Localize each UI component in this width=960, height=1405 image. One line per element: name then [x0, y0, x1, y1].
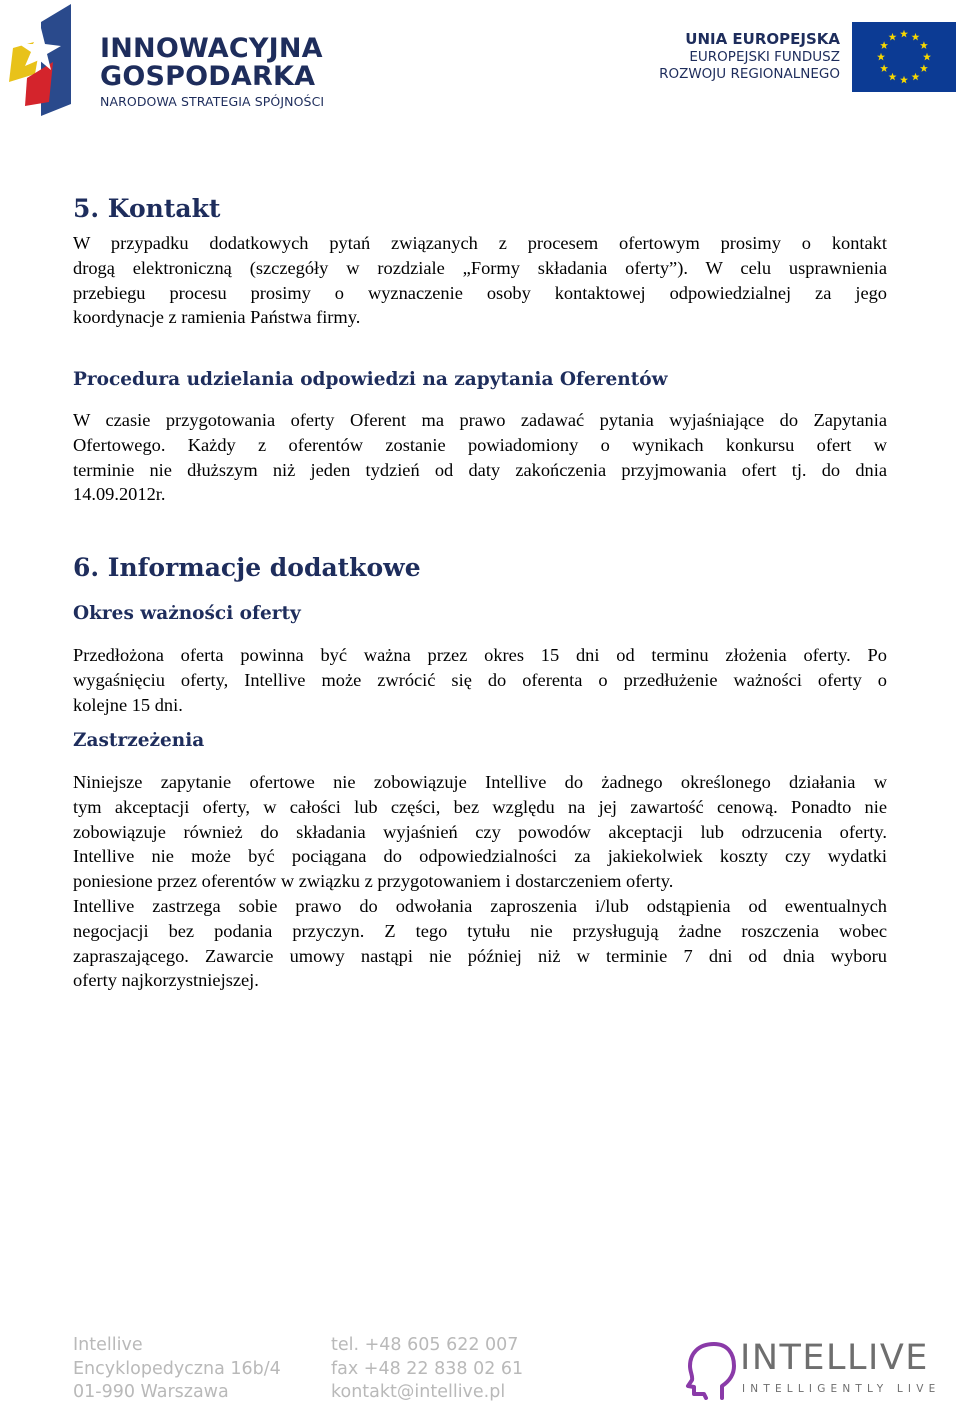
text-line: Przedłożona oferta powinna być ważna przez okres 15 dni od terminu złożenia oferty. Po: [73, 645, 887, 665]
footer-contact: [331, 1334, 523, 1405]
innowacyjna-gospodarka-logo: [5, 4, 345, 116]
eu-flag-icon: [852, 22, 956, 92]
sub-heading-zastrzezenia: Zastrzeżenia: [73, 730, 205, 751]
footer-city: 01-990 Warszawa: [73, 1382, 229, 1402]
text-line: tym akceptacji oferty, w całości lub części, bez względu na jej zawartość cenową. Ponadto nie: [73, 796, 887, 817]
text-line: zapraszającego. Zawarcie umowy nastąpi nie później niż w terminie 7 dni od dnia wyboru: [73, 945, 887, 966]
intellive-logo: [684, 1338, 956, 1402]
ig-logo-line3: NARODOWA STRATEGIA SPÓJNOŚCI: [100, 94, 325, 109]
procedura-paragraph: [73, 408, 887, 507]
footer-email[interactable]: kontakt@intellive.pl: [331, 1382, 506, 1402]
footer-company: Intellive: [73, 1335, 143, 1355]
text-line: terminie nie dłuższym niż jeden tydzień od daty zakończenia przyjmowania ofert tj. do dnia: [73, 459, 887, 480]
footer-fax: fax +48 22 838 02 61: [331, 1358, 524, 1379]
footer-street: Encyklopedyczna 16b/4: [73, 1358, 281, 1379]
text-line: 14.09.2012r.: [73, 484, 166, 505]
intellive-head-icon: [684, 1340, 738, 1400]
eu-logo-line1: UNIA EUROPEJSKA: [685, 30, 840, 48]
text-line: drogą elektroniczną (szczegóły w rozdziale „Formy składania oferty”). W celu usprawnienia: [73, 257, 887, 278]
intellive-logo-word: INTELLIVE: [740, 1338, 929, 1378]
eu-logo: [656, 20, 956, 94]
sub-heading-procedura: Procedura udzielania odpowiedzi na zapytania Oferentów: [73, 369, 668, 390]
text-line: przebiegu procesu prosimy o wyznaczenie osoby kontaktowej odpowiedzialnej za jego: [73, 282, 887, 303]
text-line: poniesione przez oferentów w związku z przygotowaniem i dostarczeniem oferty.: [73, 871, 674, 892]
kontakt-paragraph: [73, 231, 887, 330]
okres-paragraph: [73, 643, 887, 717]
text-line: W czasie przygotowania oferty Oferent ma prawo zadawać pytania wyjaśniające do Zapytania: [73, 410, 887, 430]
text-line: Intellive zastrzega sobie prawo do odwołania zaproszenia i/lub odstąpienia od ewentualnych: [73, 895, 887, 916]
text-line: Intellive nie może być pociągana do odpowiedzialności za jakiekolwiek koszty czy wydatki: [73, 846, 887, 867]
section-heading-kontakt: 5. Kontakt: [73, 194, 221, 223]
text-line: oferty najkorzystniejszej.: [73, 970, 259, 991]
eu-logo-line3: ROZWOJU REGIONALNEGO: [659, 66, 840, 82]
ig-logo-line1: INNOWACYJNA: [100, 33, 323, 64]
text-line: koordynacje z ramienia Państwa firmy.: [73, 307, 361, 328]
text-line: Niniejsze zapytanie ofertowe nie zobowiązuje Intellive do żadnego określonego działania w: [73, 772, 887, 792]
footer-phone: tel. +48 605 622 007: [331, 1335, 519, 1355]
text-line: negocjacji bez podania przyczyn. Z tego tytułu nie przysługują żadne roszczenia wobec: [73, 920, 887, 941]
text-line: zobowiązuje również do składania wyjaśnień czy powodów akceptacji lub odrzucenia oferty.: [73, 821, 887, 842]
ig-logo-line2: GOSPODARKA: [100, 61, 316, 92]
text-line: kolejne 15 dni.: [73, 694, 183, 715]
footer-address: [73, 1334, 281, 1405]
text-line: W przypadku dodatkowych pytań związanych z procesem ofertowym prosimy o kontakt: [73, 233, 887, 253]
innowacyjna-gospodarka-flag-icon: [5, 4, 95, 116]
zastrzezenia-paragraph: [73, 770, 887, 993]
sub-heading-okres: Okres ważności oferty: [73, 603, 301, 624]
text-line: wygaśnięciu oferty, Intellive może zwrócić się do oferenta o przedłużenie ważności oferty o: [73, 669, 887, 690]
intellive-logo-tagline: INTELLIGENTLY LIVE: [742, 1383, 941, 1395]
eu-logo-line2: EUROPEJSKI FUNDUSZ: [689, 49, 840, 65]
section-heading-informacje: 6. Informacje dodatkowe: [73, 553, 421, 582]
text-line: Ofertowego. Każdy z oferentów zostanie powiadomiony o wynikach konkursu ofert w: [73, 434, 887, 455]
